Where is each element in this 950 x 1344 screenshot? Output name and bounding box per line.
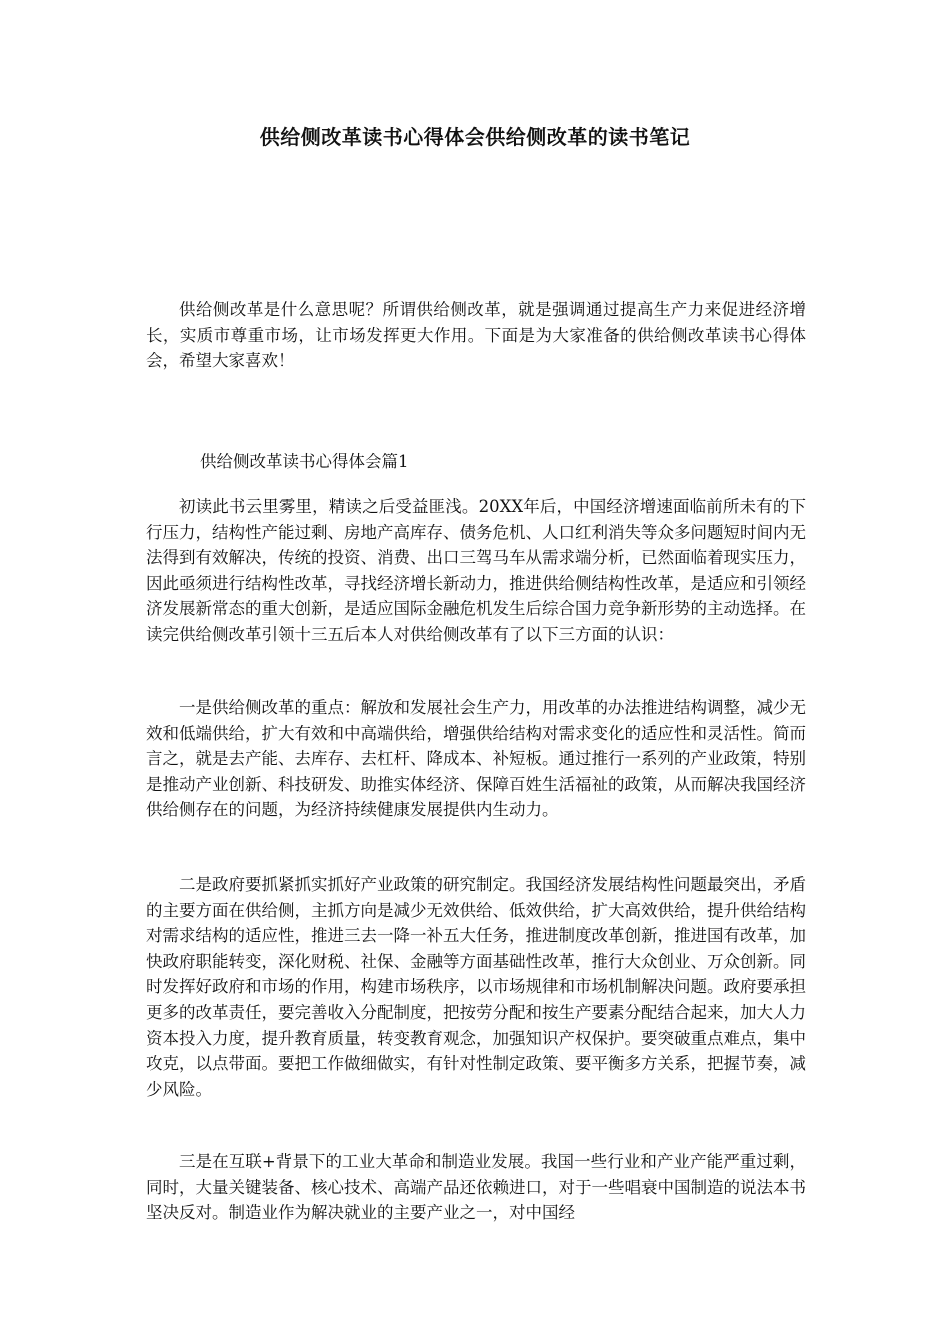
section-heading: 供给侧改革读书心得体会篇1 bbox=[200, 452, 409, 471]
body-paragraph: 二是政府要抓紧抓实抓好产业政策的研究制定。我国经济发展结构性问题最突出，矛盾的主要方面在供给侧，主抓方向是减少无效供给、低效供给，扩大高效供给，提升供给结构对需求结构的适应性，推进三去一降一补五大任务，推进制度改革创新，推进国有改革，加快政府职能转变，深化财税、社保、金融等方面基础性改革，推行大众创业、万众创新。同时发挥好政府和市场的作用，构建市场秩序，以市场规律和市场机制解决问题。政府要承担更多的改革责任，要完善收入分配制度，把按劳分配和按生产要素分配结合起来，加大人力资本投入力度，提升教育质量，转变教育观念，加强知识产权保护。要突破重点难点，集中攻克，以点带面。要把工作做细做实，有针对性制定政策、要平衡多方关系，把握节奏，减少风险。 bbox=[146, 875, 806, 1099]
body-paragraph: 一是供给侧改革的重点：解放和发展社会生产力，用改革的办法推进结构调整，减少无效和低端供给，扩大有效和中高端供给，增强供给结构对需求变化的适应性和灵活性。简而言之，就是去产能、去库存、去杠杆、降成本、补短板。通过推行一系列的产业政策，特别是推动产业创新、科技研发、助推实体经济、保障百姓生活福祉的政策，从而解决我国经济供给侧存在的问题，为经济持续健康发展提供内生动力。 bbox=[146, 698, 806, 820]
intro-paragraph: 供给侧改革是什么意思呢？所谓供给侧改革，就是强调通过提高生产力来促进经济增长，实质市尊重市场，让市场发挥更大作用。下面是为大家准备的供给侧改革读书心得体会，希望大家喜欢！ bbox=[146, 300, 806, 371]
document-title: 供给侧改革读书心得体会供给侧改革的读书笔记 bbox=[259, 125, 691, 149]
body-paragraph: 三是在互联+背景下的工业大革命和制造业发展。我国一些行业和产业产能严重过剩，同时，大量关键装备、核心技术、高端产品还依赖进口，对于一些唱衰中国制造的说法本书坚决反对。制造业作为解决就业的主要产业之一，对中国经 bbox=[146, 1152, 806, 1223]
body-paragraph: 初读此书云里雾里，精读之后受益匪浅。20XX年后，中国经济增速面临前所未有的下行压力，结构性产能过剩、房地产高库存、债务危机、人口红利消失等众多问题短时间内无法得到有效解决，传统的投资、消费、出口三驾马车从需求端分析，已然面临着现实压力，因此亟须进行结构性改革，寻找经济增长新动力，推进供给侧结构性改革，是适应和引领经济发展新常态的重大创新，是适应国际金融危机发生后综合国力竞争新形势的主动选择。在读完供给侧改革引领十三五后本人对供给侧改革有了以下三方面的认识： bbox=[146, 497, 806, 644]
